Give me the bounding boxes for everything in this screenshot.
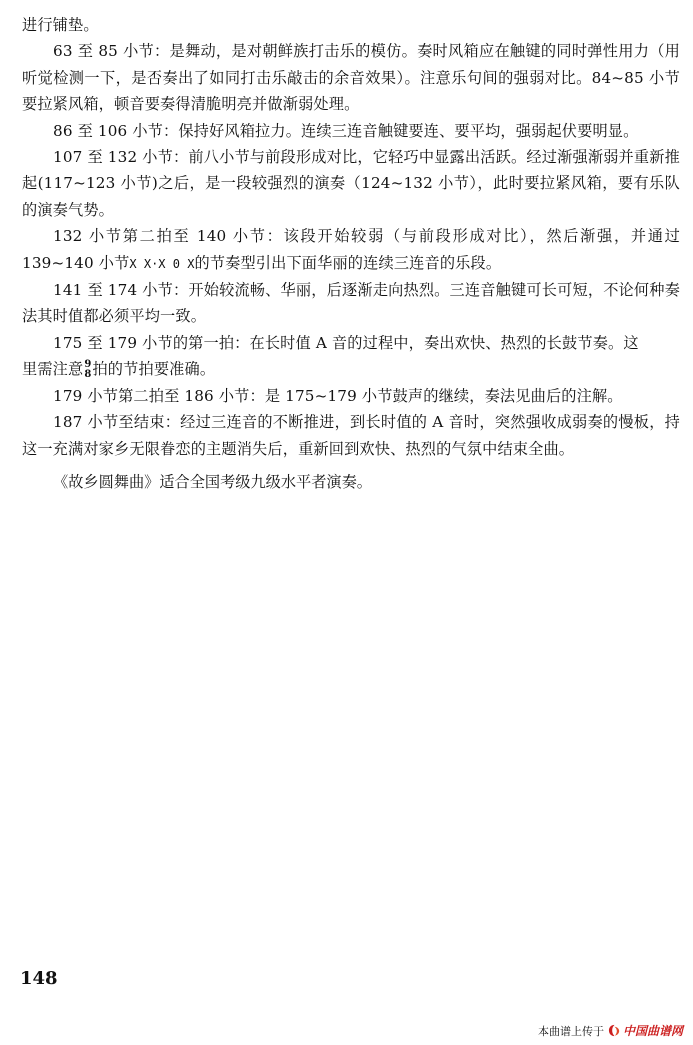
- upload-text: 本曲谱上传于: [537, 1024, 604, 1038]
- paragraph-text: 的节奏型引出下面华丽的连续三连音的乐段。: [194, 253, 502, 272]
- paragraph: 107 至 132 小节：前八小节与前段形成对比，它轻巧中显露出活跃。经过渐强渐弱并重新推起(117~123 小节)之后，是一段较强烈的演奏（124~132 小节），此时要拉紧风箱，要有乐队的演奏气势。: [22, 148, 680, 219]
- paragraph: 86 至 106 小节：保持好风箱拉力。连续三连音触键要连、要平均，强弱起伏要明显。: [53, 121, 639, 140]
- paragraph: 175 至 179 小节的第一拍：在长时值 A 音的过程中，奏出欢快、热烈的长鼓节奏。这: [53, 333, 639, 352]
- site-name: 中国曲谱网: [622, 1024, 683, 1038]
- time-signature-numerator: 9: [84, 359, 92, 371]
- paragraph-text: 132 小节第二拍至 140 小节：该段开始较弱（与前段形成对比），然后渐强，并通过 139~140 小节: [22, 227, 680, 272]
- site-logo: [608, 1022, 683, 1039]
- paragraph-text: 拍的节拍要准确。: [92, 360, 216, 379]
- time-signature: [84, 360, 91, 380]
- site-logo-icon: [608, 1024, 621, 1037]
- time-signature-denominator: 8: [84, 369, 92, 381]
- paragraph-with-meter: [22, 356, 680, 382]
- footer-watermark: [538, 1022, 683, 1039]
- paragraph: 141 至 174 小节：开始较流畅、华丽，后逐渐走向热烈。三连音触键可长可短，不论何种奏法其时值都必须平均一致。: [22, 281, 680, 326]
- paragraph-with-rhythm: [22, 223, 680, 277]
- paragraph: 187 小节至结束：经过三连音的不断推进，到长时值的 A 音时，突然强收成弱奏的慢板，持这一充满对家乡无限眷恋的主题消失后，重新回到欢快、热烈的气氛中结束全曲。: [22, 413, 680, 458]
- page-number: 148: [20, 968, 58, 989]
- paragraph: 进行铺垫。: [22, 16, 99, 34]
- closing-note: 《故乡圆舞曲》适合全国考级九级水平者演奏。: [53, 473, 372, 491]
- paragraph-text: 里需注意: [22, 360, 84, 379]
- body-text: [22, 12, 680, 462]
- paragraph: 63 至 85 小节：是舞动，是对朝鲜族打击乐的模仿。奏时风箱应在触键的同时弹性用力（用听觉检测一下，是否奏出了如同打击乐敲击的余音效果）。注意乐句间的强弱对比。84~85 小节要拉紧风箱，顿音要奏得清脆明亮并做渐弱处理。: [22, 42, 680, 114]
- rhythm-notation: X X·X 0 X: [129, 256, 195, 271]
- paragraph: 179 小节第二拍至 186 小节：是 175~179 小节鼓声的继续，奏法见曲后的注解。: [53, 386, 623, 405]
